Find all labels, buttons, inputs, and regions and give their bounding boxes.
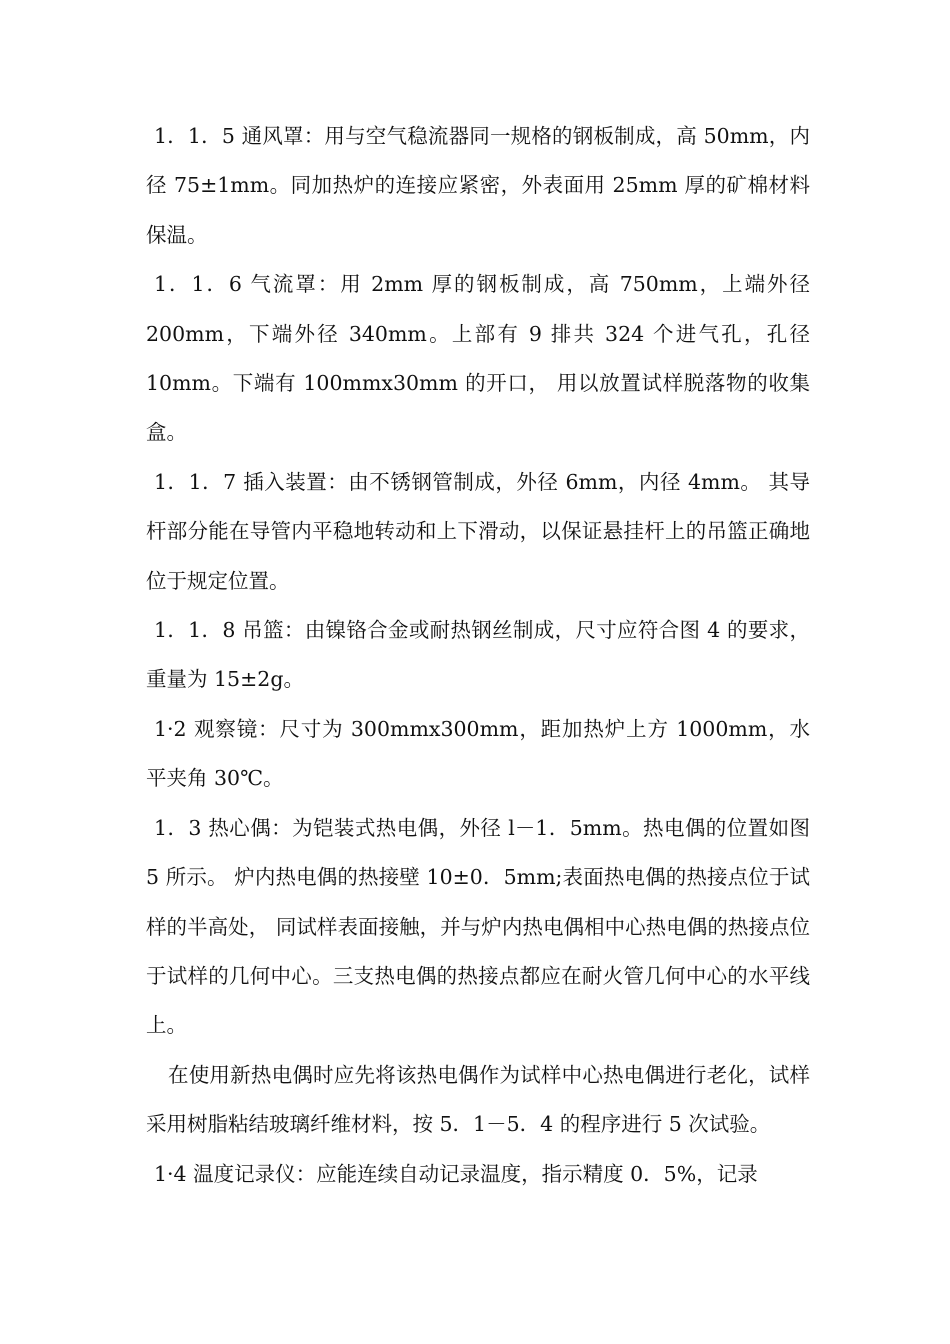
paragraph-1-4 [146, 1150, 810, 1199]
document-body [146, 112, 810, 1199]
paragraph-1-1-6 [146, 260, 810, 458]
paragraph-1-1-5 [146, 112, 810, 260]
paragraph-text: 1·4 温度记录仪：应能连续自动记录温度，指示精度 0．5%，记录 [154, 1161, 758, 1186]
paragraph-1-3 [146, 804, 810, 1051]
paragraph-text: 1．1．6 气流罩：用 2mm 厚的钢板制成，高 750mm，上端外径 200mm，下端外径 340mm。上部有 9 排共 324 个进气孔，孔径 10mm。下端有 100mmx30mm 的开口， 用以放置试样脱落物的收集盒。 [146, 272, 810, 445]
paragraph-text: 在使用新热电偶时应先将该热电偶作为试样中心热电偶进行老化，试样采用树脂粘结玻璃纤维材料，按 5．1－5．4 的程序进行 5 次试验。 [146, 1062, 810, 1137]
paragraph-text: 1．1．8 吊篮：由镍铬合金或耐热钢丝制成，尺寸应符合图 4 的要求，重量为 15±2g。 [146, 618, 810, 692]
paragraph-1-2 [146, 705, 810, 804]
paragraph-1-1-7 [146, 458, 810, 606]
paragraph-text: 1．1．7 插入装置：由不锈钢管制成，外径 6mm，内径 4mm。 其导杆部分能在导管内平稳地转动和上下滑动，以保证悬挂杆上的吊篮正确地位于规定位置。 [146, 469, 810, 593]
paragraph-text: 1．3 热心偶：为铠装式热电偶，外径 l－1．5mm。热电偶的位置如图 5 所示。 炉内热电偶的热接壁 10±0．5mm;表面热电偶的热接点位于试样的半高处， 同试样表面接触，并与炉内热电偶相中心热电偶的热接点位于试样的几何中心。三支热电偶的热接点都应在耐火管几何中心的水平线上。 [146, 815, 810, 1038]
paragraph-text: 1．1．5 通风罩：用与空气稳流器同一规格的钢板制成，高 50mm，内径 75±1mm。同加热炉的连接应紧密，外表面用 25mm 厚的矿棉材料保温。 [146, 124, 810, 247]
paragraph-text: 1·2 观察镜：尺寸为 300mmx300mm，距加热炉上方 1000mm，水平夹角 30℃。 [146, 716, 810, 791]
paragraph-1-1-8 [146, 606, 810, 705]
paragraph-1-3-note [146, 1051, 810, 1150]
